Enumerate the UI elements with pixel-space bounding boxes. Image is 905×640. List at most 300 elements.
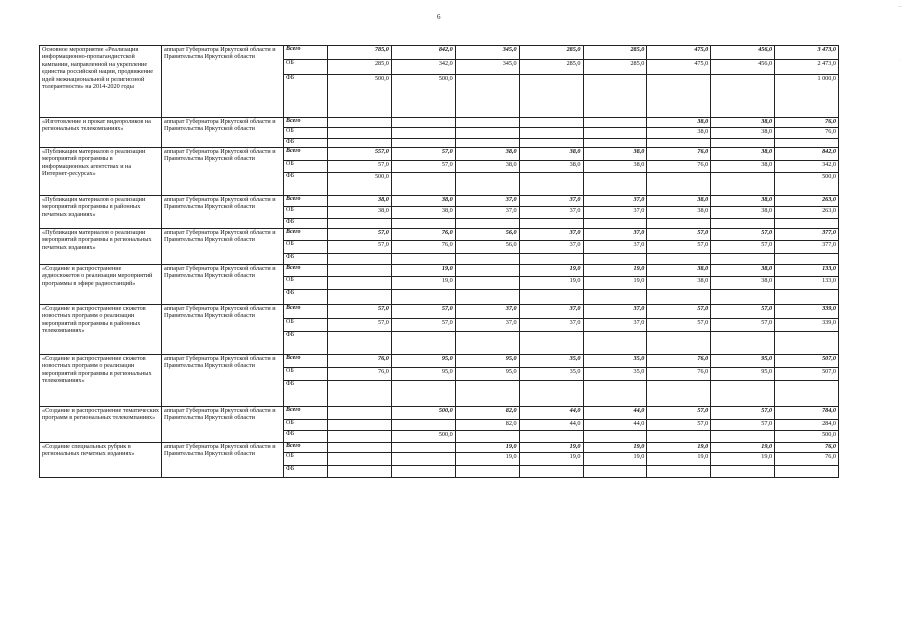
measure-name: «Публикация материалов о реализации мероприятий программы в региональных печатных изданиях» — [40, 229, 162, 265]
amount-cell: 19,0 — [647, 453, 711, 466]
table-row — [40, 305, 839, 319]
amount-cell — [391, 453, 455, 466]
amount-cell — [519, 118, 583, 128]
amount-cell: 500,0 — [391, 407, 455, 420]
measure-name: «Создание и распространение тематических программ в региональных телекомпаниях» — [40, 407, 162, 443]
amount-cell: 76,0 — [775, 453, 839, 466]
amount-cell — [455, 118, 519, 128]
amount-cell: 57,0 — [391, 305, 455, 319]
amount-cell — [711, 431, 775, 443]
amount-cell: 37,0 — [519, 196, 583, 207]
amount-cell: 37,0 — [583, 207, 647, 219]
amount-cell: 76,0 — [775, 128, 839, 139]
amount-cell: 76,0 — [775, 118, 839, 128]
amount-cell — [391, 332, 455, 355]
amount-cell: 38,0 — [711, 118, 775, 128]
amount-cell — [328, 139, 392, 148]
amount-cell — [519, 332, 583, 355]
funding-source-fb: ФБ — [284, 381, 328, 407]
amount-cell — [391, 466, 455, 478]
amount-cell: 285,0 — [519, 46, 583, 60]
executor: аппарат Губернатора Иркутской области и Правительства Иркутской области — [162, 265, 284, 305]
amount-cell — [391, 420, 455, 431]
amount-cell: 76,0 — [647, 161, 711, 173]
amount-cell — [775, 332, 839, 355]
amount-cell — [775, 139, 839, 148]
amount-cell: 38,0 — [647, 196, 711, 207]
amount-cell — [519, 431, 583, 443]
amount-cell: 76,0 — [647, 368, 711, 381]
amount-cell: 35,0 — [583, 368, 647, 381]
table-row — [40, 46, 839, 60]
amount-cell — [391, 254, 455, 265]
funding-source-total: Всего — [284, 305, 328, 319]
funding-source-total: Всего — [284, 443, 328, 453]
amount-cell — [711, 219, 775, 229]
amount-cell — [328, 466, 392, 478]
amount-cell — [583, 75, 647, 118]
amount-cell — [455, 173, 519, 196]
amount-cell: 57,0 — [711, 241, 775, 254]
funding-source-fb: ФБ — [284, 466, 328, 478]
edge-mark: | — [898, 6, 903, 7]
table-row — [40, 196, 839, 207]
amount-cell: 285,0 — [519, 60, 583, 75]
amount-cell: 342,0 — [775, 161, 839, 173]
funding-source-ob: ОБ — [284, 161, 328, 173]
amount-cell: 95,0 — [711, 355, 775, 368]
funding-source-total: Всего — [284, 355, 328, 368]
amount-cell: 38,0 — [711, 161, 775, 173]
amount-cell — [711, 381, 775, 407]
amount-cell — [328, 431, 392, 443]
funding-source-total: Всего — [284, 265, 328, 277]
amount-cell — [455, 431, 519, 443]
amount-cell — [328, 219, 392, 229]
amount-cell: 57,0 — [328, 241, 392, 254]
funding-source-total: Всего — [284, 407, 328, 420]
measure-name: «Создание и распространение сюжетов новостных программ о реализации мероприятий программы в региональных телекомпаниях» — [40, 355, 162, 407]
measure-name: «Изготовление и прокат видеороликов на региональных телекомпаниях» — [40, 118, 162, 148]
amount-cell: 56,0 — [455, 229, 519, 241]
measure-name: «Создание и распространение сюжетов новостных программ о реализации мероприятий программы в районных телекомпаниях» — [40, 305, 162, 355]
amount-cell — [711, 290, 775, 305]
amount-cell: 37,0 — [583, 241, 647, 254]
amount-cell: 2 473,0 — [775, 60, 839, 75]
amount-cell — [328, 128, 392, 139]
amount-cell: 500,0 — [391, 75, 455, 118]
amount-cell: 342,0 — [391, 60, 455, 75]
amount-cell: 57,0 — [647, 319, 711, 332]
executor: аппарат Губернатора Иркутской области и Правительства Иркутской области — [162, 305, 284, 355]
amount-cell — [391, 139, 455, 148]
amount-cell — [455, 219, 519, 229]
amount-cell: 37,0 — [455, 207, 519, 219]
amount-cell: 37,0 — [583, 229, 647, 241]
amount-cell: 76,0 — [775, 443, 839, 453]
amount-cell — [583, 466, 647, 478]
amount-cell: 377,0 — [775, 229, 839, 241]
amount-cell — [647, 219, 711, 229]
amount-cell: 38,0 — [391, 196, 455, 207]
funding-source-ob: ОБ — [284, 207, 328, 219]
amount-cell — [519, 290, 583, 305]
funding-source-ob: ОБ — [284, 277, 328, 290]
funding-source-ob: ОБ — [284, 241, 328, 254]
amount-cell: 38,0 — [647, 265, 711, 277]
amount-cell — [519, 466, 583, 478]
amount-cell — [711, 254, 775, 265]
funding-source-ob: ОБ — [284, 60, 328, 75]
amount-cell: 38,0 — [711, 148, 775, 161]
amount-cell: 44,0 — [519, 407, 583, 420]
funding-source-total: Всего — [284, 46, 328, 60]
amount-cell: 507,0 — [775, 355, 839, 368]
amount-cell — [711, 466, 775, 478]
funding-source-ob: ОБ — [284, 368, 328, 381]
amount-cell — [583, 290, 647, 305]
amount-cell: 19,0 — [519, 453, 583, 466]
amount-cell — [455, 265, 519, 277]
amount-cell: 19,0 — [519, 443, 583, 453]
amount-cell: 38,0 — [711, 128, 775, 139]
funding-source-fb: ФБ — [284, 75, 328, 118]
amount-cell: 475,0 — [647, 46, 711, 60]
amount-cell: 38,0 — [711, 207, 775, 219]
amount-cell — [583, 332, 647, 355]
amount-cell: 19,0 — [519, 265, 583, 277]
amount-cell: 38,0 — [455, 161, 519, 173]
funding-source-fb: ФБ — [284, 254, 328, 265]
amount-cell: 784,0 — [775, 407, 839, 420]
amount-cell: 19,0 — [583, 265, 647, 277]
amount-cell: 19,0 — [391, 265, 455, 277]
amount-cell: 95,0 — [391, 355, 455, 368]
amount-cell: 263,0 — [775, 207, 839, 219]
amount-cell: 339,0 — [775, 305, 839, 319]
amount-cell — [455, 381, 519, 407]
budget-table — [39, 45, 839, 478]
amount-cell — [328, 290, 392, 305]
amount-cell: 38,0 — [391, 207, 455, 219]
funding-source-fb: ФБ — [284, 431, 328, 443]
amount-cell: 44,0 — [583, 407, 647, 420]
amount-cell: 285,0 — [583, 60, 647, 75]
funding-source-fb: ФБ — [284, 173, 328, 196]
amount-cell: 500,0 — [775, 431, 839, 443]
measure-name: «Создание специальных рубрик в региональных печатных изданиях» — [40, 443, 162, 478]
amount-cell — [583, 173, 647, 196]
amount-cell: 19,0 — [583, 277, 647, 290]
amount-cell: 19,0 — [519, 277, 583, 290]
amount-cell — [455, 466, 519, 478]
amount-cell: 82,0 — [455, 407, 519, 420]
amount-cell: 557,0 — [328, 148, 392, 161]
amount-cell: 842,0 — [391, 46, 455, 60]
amount-cell: 95,0 — [455, 368, 519, 381]
table-row — [40, 148, 839, 161]
amount-cell: 456,0 — [711, 46, 775, 60]
funding-source-fb: ФБ — [284, 139, 328, 148]
amount-cell: 339,0 — [775, 319, 839, 332]
amount-cell: 57,0 — [391, 319, 455, 332]
amount-cell — [583, 219, 647, 229]
amount-cell: 57,0 — [391, 161, 455, 173]
funding-source-total: Всего — [284, 196, 328, 207]
amount-cell: 38,0 — [328, 196, 392, 207]
amount-cell — [647, 254, 711, 265]
amount-cell: 37,0 — [583, 196, 647, 207]
amount-cell — [519, 381, 583, 407]
amount-cell: 57,0 — [647, 305, 711, 319]
amount-cell: 263,0 — [775, 196, 839, 207]
amount-cell — [711, 173, 775, 196]
amount-cell: 37,0 — [519, 207, 583, 219]
amount-cell: 76,0 — [647, 148, 711, 161]
amount-cell: 56,0 — [455, 241, 519, 254]
amount-cell — [328, 420, 392, 431]
amount-cell: 38,0 — [328, 207, 392, 219]
amount-cell: 19,0 — [455, 453, 519, 466]
amount-cell: 37,0 — [455, 305, 519, 319]
amount-cell: 507,0 — [775, 368, 839, 381]
amount-cell — [519, 173, 583, 196]
amount-cell: 19,0 — [647, 443, 711, 453]
table-body — [40, 46, 839, 478]
amount-cell: 38,0 — [711, 196, 775, 207]
amount-cell — [583, 431, 647, 443]
amount-cell — [583, 381, 647, 407]
executor: аппарат Губернатора Иркутской области и Правительства Иркутской области — [162, 46, 284, 118]
amount-cell — [519, 139, 583, 148]
measure-name: «Создание и распространение аудиосюжетов о реализации мероприятий программы в эфире радиостанций» — [40, 265, 162, 305]
amount-cell: 37,0 — [583, 319, 647, 332]
amount-cell: 57,0 — [328, 319, 392, 332]
amount-cell — [647, 466, 711, 478]
amount-cell — [391, 128, 455, 139]
amount-cell: 38,0 — [583, 148, 647, 161]
amount-cell — [519, 219, 583, 229]
amount-cell — [328, 254, 392, 265]
amount-cell: 842,0 — [775, 148, 839, 161]
amount-cell: 19,0 — [583, 443, 647, 453]
amount-cell: 37,0 — [519, 319, 583, 332]
measure-name: «Публикация материалов о реализации мероприятий программы в информационных агентствах и на Интернет-ресурсах» — [40, 148, 162, 196]
amount-cell: 57,0 — [711, 229, 775, 241]
amount-cell — [328, 265, 392, 277]
executor: аппарат Губернатора Иркутской области и Правительства Иркутской области — [162, 355, 284, 407]
amount-cell: 37,0 — [519, 305, 583, 319]
amount-cell: 37,0 — [519, 241, 583, 254]
amount-cell — [775, 290, 839, 305]
table-row — [40, 118, 839, 128]
funding-source-ob: ОБ — [284, 453, 328, 466]
amount-cell: 35,0 — [519, 355, 583, 368]
amount-cell — [391, 381, 455, 407]
amount-cell — [775, 381, 839, 407]
amount-cell: 38,0 — [647, 277, 711, 290]
amount-cell — [455, 75, 519, 118]
amount-cell: 285,0 — [583, 46, 647, 60]
amount-cell: 38,0 — [519, 161, 583, 173]
amount-cell — [391, 118, 455, 128]
amount-cell: 57,0 — [711, 407, 775, 420]
amount-cell — [455, 277, 519, 290]
amount-cell: 785,0 — [328, 46, 392, 60]
amount-cell — [455, 254, 519, 265]
amount-cell — [647, 381, 711, 407]
amount-cell: 38,0 — [647, 128, 711, 139]
amount-cell: 19,0 — [391, 277, 455, 290]
amount-cell — [455, 290, 519, 305]
amount-cell — [328, 453, 392, 466]
amount-cell — [711, 139, 775, 148]
amount-cell: 76,0 — [328, 355, 392, 368]
amount-cell: 133,0 — [775, 277, 839, 290]
amount-cell: 1 000,0 — [775, 75, 839, 118]
amount-cell — [583, 128, 647, 139]
funding-source-total: Всего — [284, 118, 328, 128]
edge-mark: · — [898, 60, 903, 62]
amount-cell — [711, 332, 775, 355]
amount-cell: 38,0 — [583, 161, 647, 173]
amount-cell: 35,0 — [583, 355, 647, 368]
amount-cell — [583, 139, 647, 148]
amount-cell — [647, 431, 711, 443]
amount-cell — [391, 443, 455, 453]
amount-cell: 500,0 — [775, 173, 839, 196]
funding-source-fb: ФБ — [284, 290, 328, 305]
amount-cell: 57,0 — [711, 305, 775, 319]
amount-cell: 38,0 — [519, 148, 583, 161]
amount-cell — [328, 443, 392, 453]
amount-cell: 57,0 — [647, 229, 711, 241]
amount-cell: 38,0 — [647, 207, 711, 219]
amount-cell — [328, 407, 392, 420]
amount-cell: 377,0 — [775, 241, 839, 254]
executor: аппарат Губернатора Иркутской области и Правительства Иркутской области — [162, 196, 284, 229]
funding-source-ob: ОБ — [284, 128, 328, 139]
amount-cell: 57,0 — [647, 407, 711, 420]
amount-cell: 285,0 — [328, 60, 392, 75]
amount-cell: 3 473,0 — [775, 46, 839, 60]
funding-source-fb: ФБ — [284, 219, 328, 229]
funding-source-total: Всего — [284, 148, 328, 161]
measure-name: «Публикация материалов о реализации мероприятий программы в районных печатных изданиях» — [40, 196, 162, 229]
amount-cell — [775, 219, 839, 229]
amount-cell — [647, 75, 711, 118]
amount-cell: 37,0 — [455, 196, 519, 207]
amount-cell: 284,0 — [775, 420, 839, 431]
amount-cell — [583, 254, 647, 265]
amount-cell: 57,0 — [328, 161, 392, 173]
amount-cell: 19,0 — [711, 453, 775, 466]
amount-cell: 500,0 — [391, 431, 455, 443]
amount-cell — [775, 254, 839, 265]
amount-cell — [519, 128, 583, 139]
amount-cell: 95,0 — [711, 368, 775, 381]
amount-cell: 82,0 — [455, 420, 519, 431]
amount-cell — [455, 139, 519, 148]
amount-cell: 37,0 — [519, 229, 583, 241]
amount-cell: 57,0 — [647, 241, 711, 254]
amount-cell: 37,0 — [583, 305, 647, 319]
amount-cell: 475,0 — [647, 60, 711, 75]
amount-cell — [328, 381, 392, 407]
amount-cell — [455, 128, 519, 139]
amount-cell — [328, 332, 392, 355]
amount-cell — [519, 75, 583, 118]
table-row — [40, 265, 839, 277]
amount-cell — [647, 290, 711, 305]
amount-cell — [328, 277, 392, 290]
amount-cell: 76,0 — [647, 355, 711, 368]
amount-cell: 57,0 — [711, 319, 775, 332]
amount-cell: 57,0 — [391, 148, 455, 161]
amount-cell: 76,0 — [328, 368, 392, 381]
amount-cell — [647, 173, 711, 196]
amount-cell — [328, 118, 392, 128]
amount-cell: 19,0 — [711, 443, 775, 453]
amount-cell — [455, 332, 519, 355]
amount-cell: 76,0 — [391, 241, 455, 254]
measure-name: Основное мероприятие «Реализация информационно-пропагандистской кампании, направленной на укрепление единства российской нации, продвижение идей межнациональной и религиозной толерантности» на 2014-2020 годы — [40, 46, 162, 118]
amount-cell: 37,0 — [455, 319, 519, 332]
page-number: 6 — [437, 13, 441, 21]
amount-cell: 345,0 — [455, 60, 519, 75]
table-row — [40, 355, 839, 368]
amount-cell: 35,0 — [519, 368, 583, 381]
amount-cell: 500,0 — [328, 75, 392, 118]
executor: аппарат Губернатора Иркутской области и Правительства Иркутской области — [162, 407, 284, 443]
funding-source-total: Всего — [284, 229, 328, 241]
amount-cell: 19,0 — [455, 443, 519, 453]
amount-cell — [391, 219, 455, 229]
amount-cell: 19,0 — [583, 453, 647, 466]
amount-cell: 44,0 — [583, 420, 647, 431]
amount-cell — [647, 139, 711, 148]
amount-cell: 44,0 — [519, 420, 583, 431]
amount-cell: 57,0 — [328, 305, 392, 319]
amount-cell — [647, 332, 711, 355]
table-row — [40, 443, 839, 453]
funding-source-ob: ОБ — [284, 420, 328, 431]
amount-cell: 57,0 — [711, 420, 775, 431]
amount-cell: 57,0 — [647, 420, 711, 431]
funding-source-ob: ОБ — [284, 319, 328, 332]
amount-cell: 76,0 — [391, 229, 455, 241]
amount-cell — [583, 118, 647, 128]
amount-cell: 500,0 — [328, 173, 392, 196]
table-row — [40, 229, 839, 241]
amount-cell: 38,0 — [711, 277, 775, 290]
amount-cell: 38,0 — [647, 118, 711, 128]
executor: аппарат Губернатора Иркутской области и Правительства Иркутской области — [162, 148, 284, 196]
amount-cell: 57,0 — [328, 229, 392, 241]
executor: аппарат Губернатора Иркутской области и Правительства Иркутской области — [162, 118, 284, 148]
amount-cell: 345,0 — [455, 46, 519, 60]
amount-cell: 38,0 — [455, 148, 519, 161]
amount-cell — [391, 290, 455, 305]
amount-cell: 133,0 — [775, 265, 839, 277]
amount-cell — [391, 173, 455, 196]
funding-source-fb: ФБ — [284, 332, 328, 355]
amount-cell — [711, 75, 775, 118]
amount-cell — [775, 466, 839, 478]
table-row — [40, 407, 839, 420]
amount-cell: 456,0 — [711, 60, 775, 75]
amount-cell: 38,0 — [711, 265, 775, 277]
